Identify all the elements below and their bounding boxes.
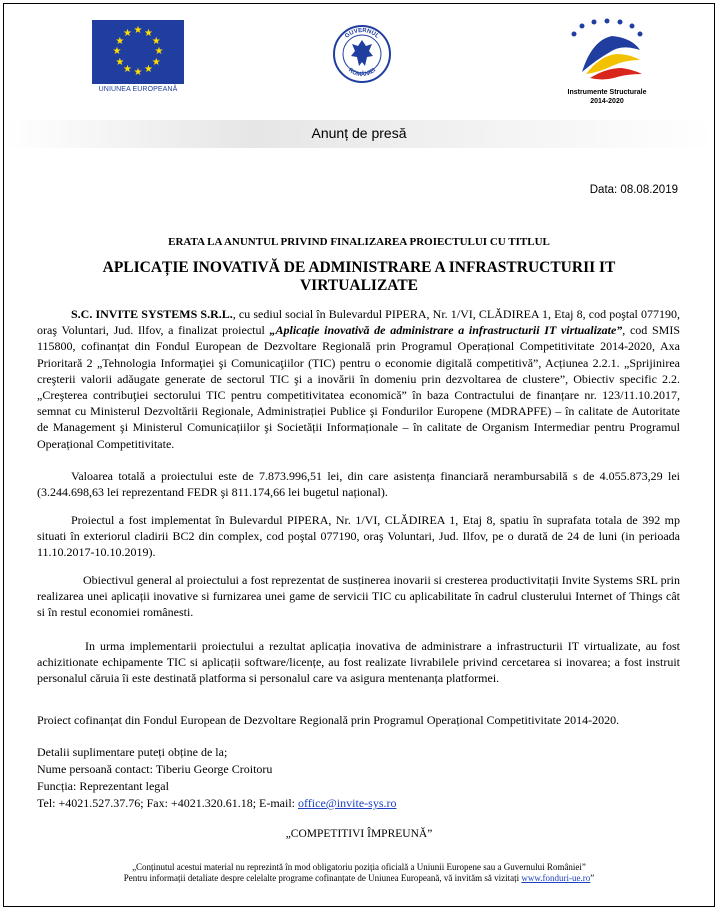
paragraph-location: Proiectul a fost implementat în Bulevardul PIPERA, Nr. 1/VI, CLĂDIREA 1, Etaj 8, spatiu în suprafata totala de 392 mp situati în exteriorul cladirii BC2 din complex, cod poştal 077190, oraş Voluntari, Jud. Ilfov, pe o durată de 24 de luni (in perioada 11.10.2017-10.10.2019). [37,513,680,560]
eu-flag-icon [92,20,184,84]
svg-text:GUVERNUL: GUVERNUL [344,27,380,40]
eu-label: UNIUNEA EUROPEANĂ [98,86,178,93]
eu-star-icon: ★ [133,25,143,36]
paragraph-objective: Obiectivul general al proiectului a fost reprezentat de susținerea inovarii si cresterea productivitații Invite Systems SRL prin realizarea unei aplicații inovative si furnizarea unei game de servicii TIC cu aplicabilitate în cadrul clusterului Internet of Things cât si în restul economiei românesti. [37,573,680,620]
structural-instruments-logo [552,18,662,108]
eu-star-icon: ★ [133,67,143,78]
paragraph-results: In urma implementarii proiectului a rezultat aplicația inovativa de administrare a infrastructurii IT virtualizate, au fost achizitionate echipamente TIC si aplicații software/licențe, au fost realizate livrabilele privind cercetarea si inovarea; a fost instruit personalul căruia îi este destinată platforma si personalul care va asigura mentenanța platformei. [37,639,680,686]
svg-text:ROMÂNIEI: ROMÂNIEI [347,67,378,79]
eu-star-icon: ★ [115,35,125,47]
email-link[interactable]: office@invite-sys.ro [298,796,397,810]
company-name: S.C. INVITE SYSTEMS S.R.L. [71,307,233,321]
press-band [4,120,714,148]
contact-intro: Detalii suplimentare puteți obține de la; [37,745,228,759]
eu-star-icon: ★ [154,46,164,57]
footer-line-2: Pentru informații detaliate despre celelalte programe cofinanțate de Uniunea Europeană, vă invităm să vizitați www.fonduri-ue.ro” [123,873,595,883]
eu-star-icon: ★ [123,64,132,76]
eu-star-icon: ★ [112,46,122,57]
government-seal-icon [332,24,392,84]
eu-star-icon: ★ [123,27,132,39]
paragraph-intro: S.C. INVITE SYSTEMS S.R.L., cu sediul social în Bulevardul PIPERA, Nr. 1/VI, CLĂDIREA 1, Etaj 8, cod poştal 077190, oraş Voluntari, Jud. Ilfov, a finalizat proiectul „Aplicație inovativă de administrare a infrastructurii IT virtualizate”, cod SMIS 115800, cofinanțat din Fondul European de Dezvoltare Regională prin Programul Operațional Competitivitate 2014-2020, Axa Prioritară 2 „Tehnologia Informaţiei şi Comunicaţiilor (TIC) pentru o economie digitală competitivă”, Acțiunea 2.2.1. „Sprijinirea creşterii valorii adăugate generate de sectorul TIC şi a inovării în domeniu prin dezvoltarea de clustere”, Obiectiv specific 2.2. „Creşterea contribuţiei sectorului TIC pentru competitivitatea economică” în baza Contractului de finanțare nr. 123/11.10.2017, semnat cu Ministerul Dezvoltării Regionale, Administrației Publice şi Fondurilor Europene (MDRAPFE) – în calitate de Autoritate de Management şi Ministerul Comunicațiilor şi Societății Informaționale – în calitate de Organism Intermediar pentru Programul Operațional Competitivitate. [37,307,680,451]
contact-role: Funcția: Reprezentant legal [37,779,169,793]
press-release-page [3,3,715,907]
structural-instruments-label: Instrumente Structurale 2014-2020 [567,89,647,105]
contact-person: Nume persoană contact: Tiberiu George Croitoru [37,762,273,776]
eu-star-icon: ★ [115,56,125,68]
press-band-title: Anunț de presă [311,125,407,141]
footer-disclaimer [4,862,714,884]
fonduri-ue-link[interactable]: www.fonduri-ue.ro [521,873,591,883]
eu-star-icon: ★ [144,64,153,76]
eu-star-icon: ★ [151,56,161,68]
structural-instruments-icon [552,18,662,86]
project-title: APLICAȚIE INOVATIVĂ DE ADMINISTRARE A INFRASTRUCTURII IT VIRTUALIZATE [102,259,616,294]
project-name: „Aplicație inovativă de administrare a infrastructurii IT virtualizate” [269,323,623,338]
contact-phone-line: Tel: +4021.527.37.76; Fax: +4021.320.61.18; E-mail: office@invite-sys.ro [37,796,397,810]
eu-logo [88,20,188,93]
paragraph-cofinancing: Proiect cofinanțat din Fondul European de Dezvoltare Regională prin Programul Operațional Competitivitate 2014-2020. [37,713,620,727]
motto: „COMPETITIVI ÎMPREUNĂ” [285,828,433,840]
erata-heading: ERATA LA ANUNTUL PRIVIND FINALIZAREA PROIECTULUI CU TITLUL [168,236,550,248]
eu-star-icon: ★ [151,35,161,47]
contact-block [37,744,397,812]
paragraph-value: Valoarea totală a proiectului este de 7.873.996,51 lei, din care asistența financiară nerambursabilă s de 4.055.873,29 lei (3.244.698,63 lei reprezentand FEDR şi 811.174,66 lei bugetul național). [37,469,680,500]
document-date: Data: 08.08.2019 [589,184,678,196]
footer-line-1: „Conținutul acestui material nu reprezintă în mod obligatoriu poziția oficială a Uniunii Europene sau a Guvernului României” [132,862,586,872]
eu-star-icon: ★ [144,27,153,39]
